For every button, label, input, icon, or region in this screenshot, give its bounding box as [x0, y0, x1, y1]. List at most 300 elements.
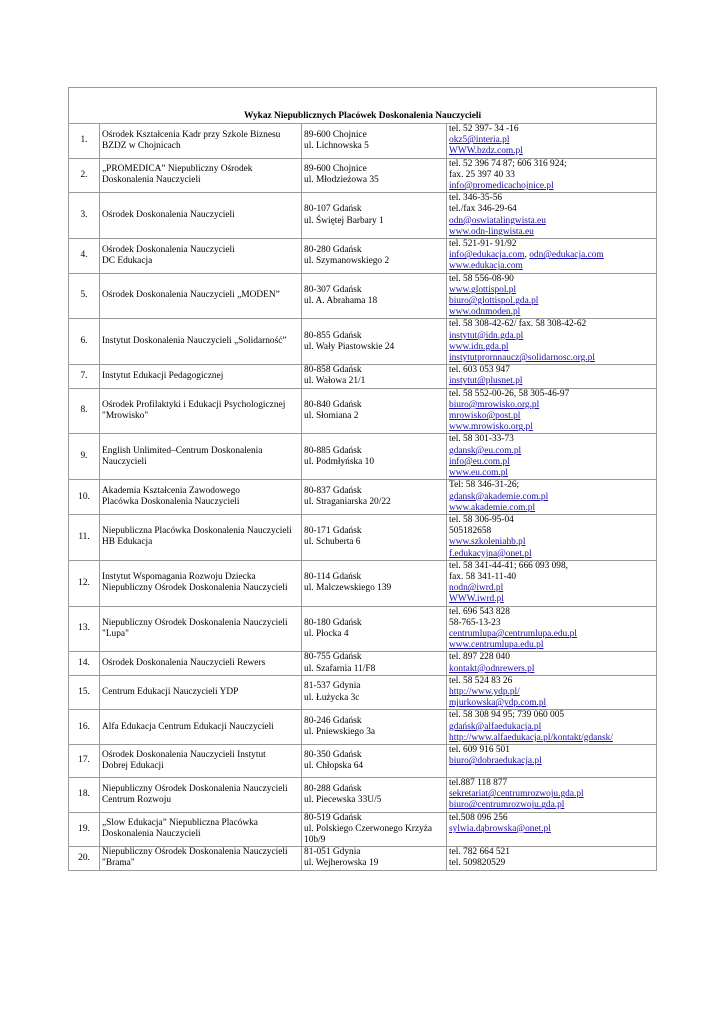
contact-line [449, 216, 654, 227]
institution-name-line: "Brama" [102, 858, 135, 869]
contact-text: tel.508 096 256 [449, 812, 508, 823]
contact-line [449, 733, 654, 744]
contact-line [449, 824, 654, 835]
contact-text: tel. 58 524 83 26 [449, 675, 513, 686]
institution-name-line: Ośrodek Doskonalenia Nauczycieli Instytut [102, 749, 266, 760]
contact-link[interactable]: info@promedicachojnice.pl [449, 181, 554, 192]
address-cell [302, 777, 447, 812]
row-number: 13. [69, 606, 100, 652]
address-line: 81-537 Gdynia [304, 681, 361, 692]
address-line: 80-840 Gdańsk [304, 399, 362, 410]
table-row [69, 652, 657, 675]
contact-line [449, 446, 654, 457]
table-row [69, 158, 657, 193]
address-line: ul. Wałowa 21/1 [304, 376, 366, 387]
address-cell [302, 365, 447, 388]
contact-link[interactable]: gdansk@eu.com.pl [449, 445, 522, 456]
contact-line [449, 342, 654, 353]
contact-line [449, 124, 654, 135]
institution-name-line: Instytut Edukacji Pedagogicznej [102, 370, 224, 381]
contact-text: tel. 509820529 [449, 858, 506, 869]
address-cell [302, 812, 447, 847]
row-number: 16. [69, 710, 100, 745]
table-row [69, 812, 657, 847]
contact-link[interactable]: WWW.bzdz.com.pl [449, 146, 523, 157]
contact-line [449, 411, 654, 422]
table-row [69, 514, 657, 560]
address-cell [302, 239, 447, 274]
contact-link[interactable]: sylwia.dąbrowska@onet.pl [449, 823, 551, 834]
address-cell [302, 560, 447, 606]
address-cell [302, 193, 447, 239]
contact-text: tel. 58 308 94 95; 739 060 005 [449, 710, 565, 721]
contact-cell [447, 652, 657, 675]
contact-text: tel. 52 397- 34 -16 [449, 124, 519, 134]
contact-line [449, 457, 654, 468]
address-line: ul. Szafarnia 11/F8 [304, 663, 376, 674]
institution-name-cell [100, 777, 302, 812]
address-cell [302, 388, 447, 434]
institution-name-line: DC Edukacja [102, 255, 153, 266]
address-line: 80-246 Gdańsk [304, 715, 362, 726]
contact-text: tel./fax 346-29-64 [449, 204, 517, 215]
address-line: ul. A. Abrahama 18 [304, 296, 378, 307]
address-line: ul. Płocka 4 [304, 628, 349, 639]
contact-text: tel. 609 916 501 [449, 744, 510, 755]
table-row [69, 193, 657, 239]
row-number: 5. [69, 273, 100, 319]
institution-name-line: Ośrodek Kształcenia Kadr przy Szkole Biznesu [102, 129, 281, 140]
contact-cell [447, 560, 657, 606]
address-line: ul. Polskiego Czerwonego Krzyża [304, 823, 433, 834]
table-row [69, 239, 657, 274]
table-row [69, 606, 657, 652]
contact-link[interactable]: www.glottispol.pl [449, 284, 517, 295]
address-cell [302, 744, 447, 777]
institution-name-line: „Slow Edukacja” Niepubliczna Placówka [102, 818, 258, 829]
institution-name-line: Doskonalenia Nauczycieli [102, 175, 201, 186]
document-title: Wykaz Niepublicznych Placówek Doskonalenia Nauczycieli [69, 88, 657, 124]
contact-line [449, 146, 654, 157]
address-line: ul. Schuberta 6 [304, 537, 361, 548]
row-number: 17. [69, 744, 100, 777]
contact-line [449, 159, 654, 170]
contact-link[interactable]: centrumlupa@centrumlupa.edu.pl [449, 628, 577, 639]
contact-link[interactable]: www.szkoleniahb.pl [449, 537, 526, 548]
contact-text: tel. 58 341-44-41; 666 093 098, [449, 560, 569, 571]
contact-text: tel. 58 306-95-04 [449, 514, 514, 525]
contact-line [449, 687, 654, 698]
institution-name-line: Doskonalenia Nauczycieli [102, 829, 201, 840]
contact-line [449, 400, 654, 411]
institution-name-line: Instytut Doskonalenia Nauczycieli „Solidarność” [102, 336, 287, 347]
address-line: 80-855 Gdańsk [304, 330, 362, 341]
address-line: 80-885 Gdańsk [304, 445, 362, 456]
row-number: 1. [69, 124, 100, 159]
institution-name-line: Ośrodek Doskonalenia Nauczycieli [102, 244, 235, 255]
contact-text: , [524, 250, 530, 261]
contact-line [449, 778, 654, 789]
institution-name-line: Ośrodek Doskonalenia Nauczycieli „MODEN” [102, 290, 280, 301]
contact-line [449, 274, 654, 285]
table-title-row [69, 88, 657, 124]
contact-line [449, 745, 654, 756]
contact-cell [447, 606, 657, 652]
contact-line [449, 629, 654, 640]
institution-name-cell [100, 193, 302, 239]
contact-line [449, 296, 654, 307]
institution-name-cell [100, 124, 302, 159]
address-line: 10b/9 [304, 834, 326, 845]
table-row [69, 710, 657, 745]
contact-line [449, 515, 654, 526]
institution-name-cell [100, 388, 302, 434]
contact-line [449, 319, 654, 330]
institution-name-line: Centrum Rozwoju [102, 794, 172, 805]
contact-link[interactable]: www.centrumlupa.edu.pl [449, 640, 544, 651]
institution-name-line: Niepubliczny Ośrodek Doskonalenia Nauczycieli [102, 847, 288, 858]
address-line: ul. Straganiarska 20/22 [304, 497, 391, 508]
address-line: 80-350 Gdańsk [304, 749, 362, 760]
contact-cell [447, 193, 657, 239]
contact-link[interactable]: f.edukacyjna@onet.pl [449, 548, 532, 559]
contact-cell [447, 365, 657, 388]
contact-link[interactable]: biuro@dobraedukacja.pl [449, 756, 542, 767]
contact-text: tel.887 118 877 [449, 777, 508, 788]
institution-name-line: HB Edukacja [102, 537, 153, 548]
contact-link[interactable]: mjurkowska@ydp.com.pl [449, 698, 547, 709]
row-number: 10. [69, 480, 100, 515]
address-line: 80-180 Gdańsk [304, 617, 362, 628]
contact-line [449, 722, 654, 733]
contact-text: tel. 58 301-33-73 [449, 434, 514, 445]
contact-line [449, 285, 654, 296]
institution-name-line: "Mrowisko" [102, 411, 149, 422]
contact-line [449, 789, 654, 800]
institution-name-cell [100, 514, 302, 560]
contact-line [449, 756, 654, 767]
contact-link[interactable]: gdańsk@alfaedukacja.pl [449, 721, 542, 732]
contact-line [449, 710, 654, 721]
row-number: 14. [69, 652, 100, 675]
contact-line [449, 503, 654, 514]
contact-line [449, 434, 654, 445]
contact-line [449, 193, 654, 204]
contact-link[interactable]: biuro@mrowisko.org.pl [449, 399, 540, 410]
institution-name-line: English Unlimited–Centrum Doskonalenia [102, 445, 263, 456]
contact-cell [447, 434, 657, 480]
row-number: 7. [69, 365, 100, 388]
contact-text: tel. 58 556-08-90 [449, 273, 514, 284]
contact-link[interactable]: http://www.alfaedukacja.pl/kontakt/gdansk/ [449, 732, 613, 743]
contact-text: tel. 52 396 74 87; 606 316 924; [449, 158, 567, 169]
institution-name-line: Ośrodek Profilaktyki i Edukacji Psychologicznej [102, 399, 286, 410]
table-row [69, 365, 657, 388]
contact-cell [447, 847, 657, 870]
contact-text: fax. 25 397 40 33 [449, 169, 515, 180]
contact-line [449, 676, 654, 687]
institution-name-cell [100, 239, 302, 274]
address-cell [302, 514, 447, 560]
contact-line [449, 135, 654, 146]
institution-name-cell [100, 480, 302, 515]
contact-line [449, 813, 654, 824]
contact-cell [447, 710, 657, 745]
address-cell [302, 480, 447, 515]
contact-text: tel. 603 053 947 [449, 365, 510, 376]
table-row [69, 124, 657, 159]
contact-line [449, 572, 654, 583]
contact-text: tel. 782 664 521 [449, 847, 510, 858]
contact-line [449, 664, 654, 675]
institution-name-cell [100, 744, 302, 777]
contact-cell [447, 777, 657, 812]
institution-name-cell [100, 675, 302, 710]
table-row [69, 388, 657, 434]
contact-line [449, 250, 654, 261]
institution-name-cell [100, 434, 302, 480]
address-cell [302, 273, 447, 319]
contact-line [449, 858, 654, 869]
address-cell [302, 710, 447, 745]
institution-name-line: "Lupa" [102, 628, 129, 639]
address-line: ul. Lichnowska 5 [304, 140, 369, 151]
institution-name-line: Akademia Kształcenia Zawodowego [102, 485, 240, 496]
institution-name-cell [100, 158, 302, 193]
address-line: 80-837 Gdańsk [304, 485, 362, 496]
address-cell [302, 158, 447, 193]
contact-line [449, 227, 654, 238]
address-cell [302, 606, 447, 652]
contact-link[interactable]: www.odn-lingwista.eu [449, 226, 534, 237]
institution-name-line: Dobrej Edukacji [102, 760, 164, 771]
contact-text: 505182658 [449, 526, 492, 537]
contact-line [449, 526, 654, 537]
address-line: ul. Chłopska 64 [304, 760, 364, 771]
contact-link[interactable]: instytut@idn.gda.pl [449, 330, 524, 341]
contact-line [449, 331, 654, 342]
contact-line [449, 847, 654, 858]
contact-cell [447, 124, 657, 159]
address-line: ul. Młodzieżowa 35 [304, 175, 379, 186]
contact-line [449, 800, 654, 811]
contact-line [449, 561, 654, 572]
contact-line [449, 422, 654, 433]
address-cell [302, 319, 447, 365]
contact-line [449, 239, 654, 250]
contact-link[interactable]: sekretariat@centrumrozwoju.gda.pl [449, 789, 584, 800]
contact-link[interactable]: odn@oswiatalingwista.eu [449, 215, 546, 226]
contact-line [449, 492, 654, 503]
address-line: 80-755 Gdańsk [304, 652, 362, 663]
address-line: ul. Łużycka 3c [304, 692, 360, 703]
address-line: 80-307 Gdańsk [304, 284, 362, 295]
contact-line [449, 468, 654, 479]
contact-line [449, 353, 654, 364]
contact-text: 58-765-13-23 [449, 617, 501, 628]
row-number: 19. [69, 812, 100, 847]
institution-name-cell [100, 710, 302, 745]
table-row [69, 560, 657, 606]
address-line: ul. Świętej Barbary 1 [304, 215, 384, 226]
table-row [69, 273, 657, 319]
contact-link[interactable]: http://www.ydp.pl/ [449, 686, 520, 697]
institution-name-line: Ośrodek Doskonalenia Nauczycieli [102, 210, 235, 221]
address-line: ul. Malczewskiego 139 [304, 583, 392, 594]
contact-line [449, 181, 654, 192]
contact-text: fax. 58 341-11-40 [449, 571, 517, 582]
contact-cell [447, 744, 657, 777]
contact-line [449, 618, 654, 629]
institution-name-cell [100, 652, 302, 675]
institution-name-cell [100, 847, 302, 870]
contact-line [449, 204, 654, 215]
address-cell [302, 434, 447, 480]
contact-line [449, 480, 654, 491]
address-cell [302, 675, 447, 710]
contact-link[interactable]: okz5@interia.pl [449, 135, 510, 146]
contact-line [449, 170, 654, 181]
row-number: 20. [69, 847, 100, 870]
contact-link[interactable]: www.edukacja.com [449, 261, 523, 272]
row-number: 6. [69, 319, 100, 365]
contact-text: tel. 897 228 040 [449, 652, 510, 663]
contact-link[interactable]: instytut@plusnet.pl [449, 376, 523, 387]
address-line: 80-114 Gdańsk [304, 571, 362, 582]
contact-line [449, 549, 654, 560]
address-cell [302, 847, 447, 870]
table-row [69, 434, 657, 480]
contact-text: tel. 346-35-56 [449, 193, 503, 204]
institution-name-line: Ośrodek Doskonalenia Nauczycieli Rewers [102, 657, 266, 668]
institution-name-line: Centrum Edukacji Nauczycieli YDP [102, 686, 239, 697]
table-row [69, 744, 657, 777]
contact-text: tel. 521-91- 91/92 [449, 239, 517, 250]
contact-cell [447, 158, 657, 193]
contact-line [449, 261, 654, 272]
contact-link[interactable]: www.eu.com.pl [449, 468, 509, 479]
institution-name-cell [100, 606, 302, 652]
row-number: 18. [69, 777, 100, 812]
address-line: ul. Piecewska 33U/5 [304, 794, 382, 805]
address-line: 89-600 Chojnice [304, 129, 367, 140]
institution-name-line: Niepubliczny Ośrodek Doskonalenia Nauczycieli [102, 783, 288, 794]
address-cell [302, 124, 447, 159]
contact-text: tel. 58 552-00-26, 58 305-46-97 [449, 388, 570, 399]
contact-cell [447, 514, 657, 560]
contact-cell [447, 319, 657, 365]
address-line: ul. Wały Piastowskie 24 [304, 341, 395, 352]
institution-name-line: Niepubliczna Placówka Doskonalenia Nauczycieli [102, 526, 292, 537]
address-line: 81-051 Gdynia [304, 847, 361, 858]
address-line: 80-519 Gdańsk [304, 812, 362, 823]
address-cell [302, 652, 447, 675]
contact-cell [447, 388, 657, 434]
address-line: ul. Pniewskiego 3a [304, 727, 376, 738]
contact-text: Tel: 58 346-31-26; [449, 480, 520, 491]
table-row [69, 480, 657, 515]
contact-link[interactable]: www.idn.gda.pl [449, 341, 509, 352]
institution-name-cell [100, 319, 302, 365]
row-number: 3. [69, 193, 100, 239]
contact-link[interactable]: info@edukacja.com [449, 250, 525, 261]
row-number: 11. [69, 514, 100, 560]
contact-cell [447, 273, 657, 319]
institution-name-line: Niepubliczny Ośrodek Doskonalenia Nauczycieli [102, 583, 288, 594]
contact-link[interactable]: www.akademie.com.pl [449, 502, 536, 513]
contact-link[interactable]: instytutprornnaucz@solidarnosc.org.pl [449, 353, 595, 364]
address-line: ul. Szymanowskiego 2 [304, 255, 390, 266]
row-number: 8. [69, 388, 100, 434]
institution-name-cell [100, 812, 302, 847]
contact-link[interactable]: info@eu.com.pl [449, 456, 510, 467]
contact-text: tel. 696 543 828 [449, 606, 510, 617]
institution-name-cell [100, 560, 302, 606]
contact-link[interactable]: www.mrowisko.org.pl [449, 422, 533, 433]
contact-cell [447, 480, 657, 515]
row-number: 9. [69, 434, 100, 480]
contact-line [449, 365, 654, 376]
contact-link[interactable]: biuro@centrumrozwoju.gda.pl [449, 800, 565, 811]
contact-link[interactable]: kontakt@odnrewers.pl [449, 663, 535, 674]
contact-link[interactable]: www.odnmoden.pl [449, 307, 521, 318]
contact-link[interactable]: mrowisko@post.pl [449, 411, 521, 422]
institution-name-line: BZDZ w Chojnicach [102, 140, 181, 151]
contact-line [449, 652, 654, 663]
contact-link[interactable]: gdansk@akademie.com.pl [449, 491, 549, 502]
contact-line [449, 307, 654, 318]
institution-name-cell [100, 273, 302, 319]
row-number: 2. [69, 158, 100, 193]
institution-name-line: Placówka Doskonalenia Nauczycieli [102, 497, 240, 508]
contact-line [449, 640, 654, 651]
contact-line [449, 376, 654, 387]
address-line: 80-280 Gdańsk [304, 244, 362, 255]
address-line: ul. Podmłyńska 10 [304, 456, 375, 467]
contact-line [449, 537, 654, 548]
contact-line [449, 698, 654, 709]
table-row [69, 319, 657, 365]
row-number: 15. [69, 675, 100, 710]
contact-link[interactable]: biuro@glottispol.gda.pl [449, 296, 539, 307]
institution-name-line: Niepubliczny Ośrodek Doskonalenia Nauczycieli [102, 617, 288, 628]
address-line: 80-171 Gdańsk [304, 526, 362, 537]
institution-name-cell [100, 365, 302, 388]
contact-cell [447, 812, 657, 847]
row-number: 4. [69, 239, 100, 274]
contact-line [449, 594, 654, 605]
table-row [69, 777, 657, 812]
contact-cell [447, 675, 657, 710]
institution-name-line: „PROMEDICA” Niepubliczny Ośrodek [102, 164, 253, 175]
institution-name-line: Nauczycieli [102, 456, 147, 467]
contact-link[interactable]: WWW.iwrd.pl [449, 594, 504, 605]
table-row [69, 675, 657, 710]
address-line: ul. Słomiana 2 [304, 411, 359, 422]
address-line: 80-107 Gdańsk [304, 204, 362, 215]
contact-cell [447, 239, 657, 274]
table-row [69, 847, 657, 870]
address-line: ul. Wejherowska 19 [304, 858, 379, 869]
contact-line [449, 389, 654, 400]
contact-link[interactable]: nodn@iwrd.pl [449, 583, 504, 594]
address-line: 80-288 Gdańsk [304, 783, 362, 794]
contact-line [449, 583, 654, 594]
contact-line [449, 607, 654, 618]
address-line: 80-858 Gdańsk [304, 365, 362, 376]
contact-link[interactable]: odn@edukacja.com [529, 250, 604, 261]
address-line: 89-600 Chojnice [304, 164, 367, 175]
